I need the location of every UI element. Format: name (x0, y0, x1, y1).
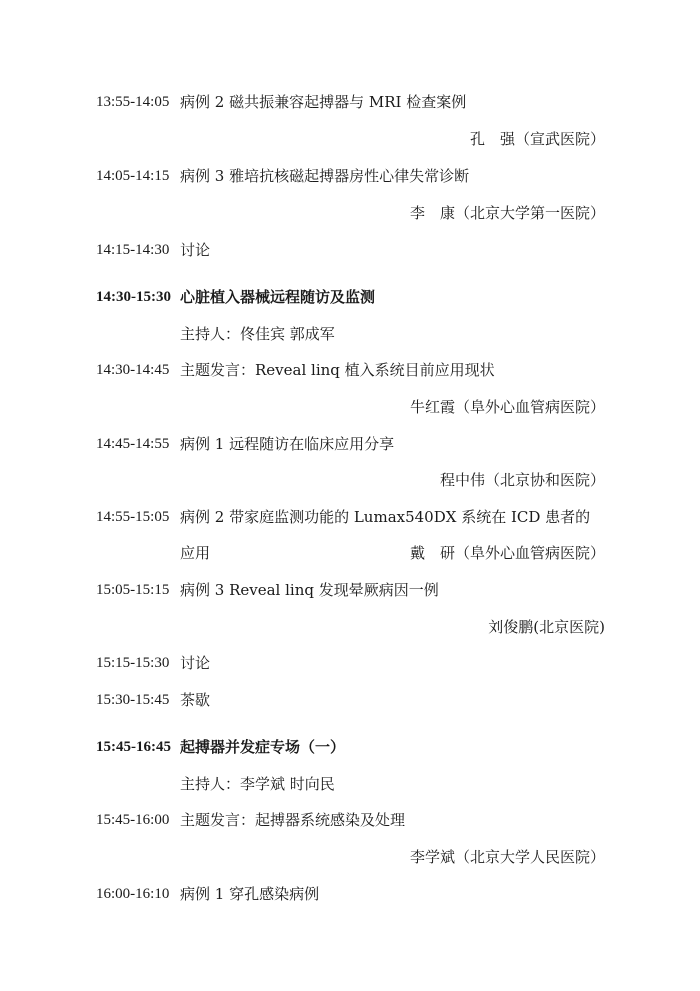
time-slot: 15:15-15:30 (96, 655, 170, 671)
time-slot: 13:55-14:05 (96, 94, 170, 110)
session-title: 茶歇 (180, 691, 211, 709)
speaker: 孔 强（宣武医院） (469, 130, 605, 148)
time-slot: 15:05-15:15 (96, 582, 170, 598)
time-slot: 14:05-14:15 (96, 168, 170, 184)
session-title: 讨论 (180, 654, 211, 672)
time-slot: 14:55-15:05 (96, 509, 170, 525)
session-title: 病例 3 雅培抗核磁起搏器房性心律失常诊断 (180, 167, 470, 185)
time-slot: 16:00-16:10 (96, 886, 170, 902)
section-title: 心脏植入器械远程随访及监测 (180, 288, 376, 306)
speaker: 牛红霞（阜外心血管病医院） (409, 398, 605, 416)
session-title: 讨论 (180, 241, 211, 259)
speaker: 李学斌（北京大学人民医院） (409, 848, 605, 866)
time-slot: 15:45-16:45 (96, 739, 171, 755)
speaker: 程中伟（北京协和医院） (439, 471, 605, 489)
speaker: 刘俊鹏(北京医院) (488, 618, 605, 636)
session-title: 病例 1 穿孔感染病例 (180, 885, 320, 903)
time-slot: 14:15-14:30 (96, 242, 170, 258)
time-slot: 15:30-15:45 (96, 692, 170, 708)
session-title: 病例 1 远程随访在临床应用分享 (180, 435, 395, 453)
time-slot: 14:30-14:45 (96, 362, 170, 378)
session-title: 主题发言：起搏器系统感染及处理 (180, 811, 406, 829)
session-title: 主题发言：Reveal linq 植入系统目前应用现状 (180, 361, 495, 379)
speaker: 李 康（北京大学第一医院） (409, 204, 605, 222)
time-slot: 14:45-14:55 (96, 436, 170, 452)
time-slot: 14:30-15:30 (96, 289, 171, 305)
session-title-continuation: 应用 (180, 544, 211, 562)
chairs: 主持人：李学斌 时向民 (180, 775, 335, 793)
session-title: 病例 3 Reveal linq 发现晕厥病因一例 (180, 581, 439, 599)
session-title: 病例 2 磁共振兼容起搏器与 MRI 检查案例 (180, 93, 467, 111)
session-title: 病例 2 带家庭监测功能的 Lumax540DX 系统在 ICD 患者的 (180, 508, 591, 526)
speaker: 戴 研（阜外心血管病医院） (409, 544, 605, 562)
chairs: 主持人：佟佳宾 郭成军 (180, 325, 335, 343)
time-slot: 15:45-16:00 (96, 812, 170, 828)
section-title: 起搏器并发症专场（一） (180, 738, 346, 756)
